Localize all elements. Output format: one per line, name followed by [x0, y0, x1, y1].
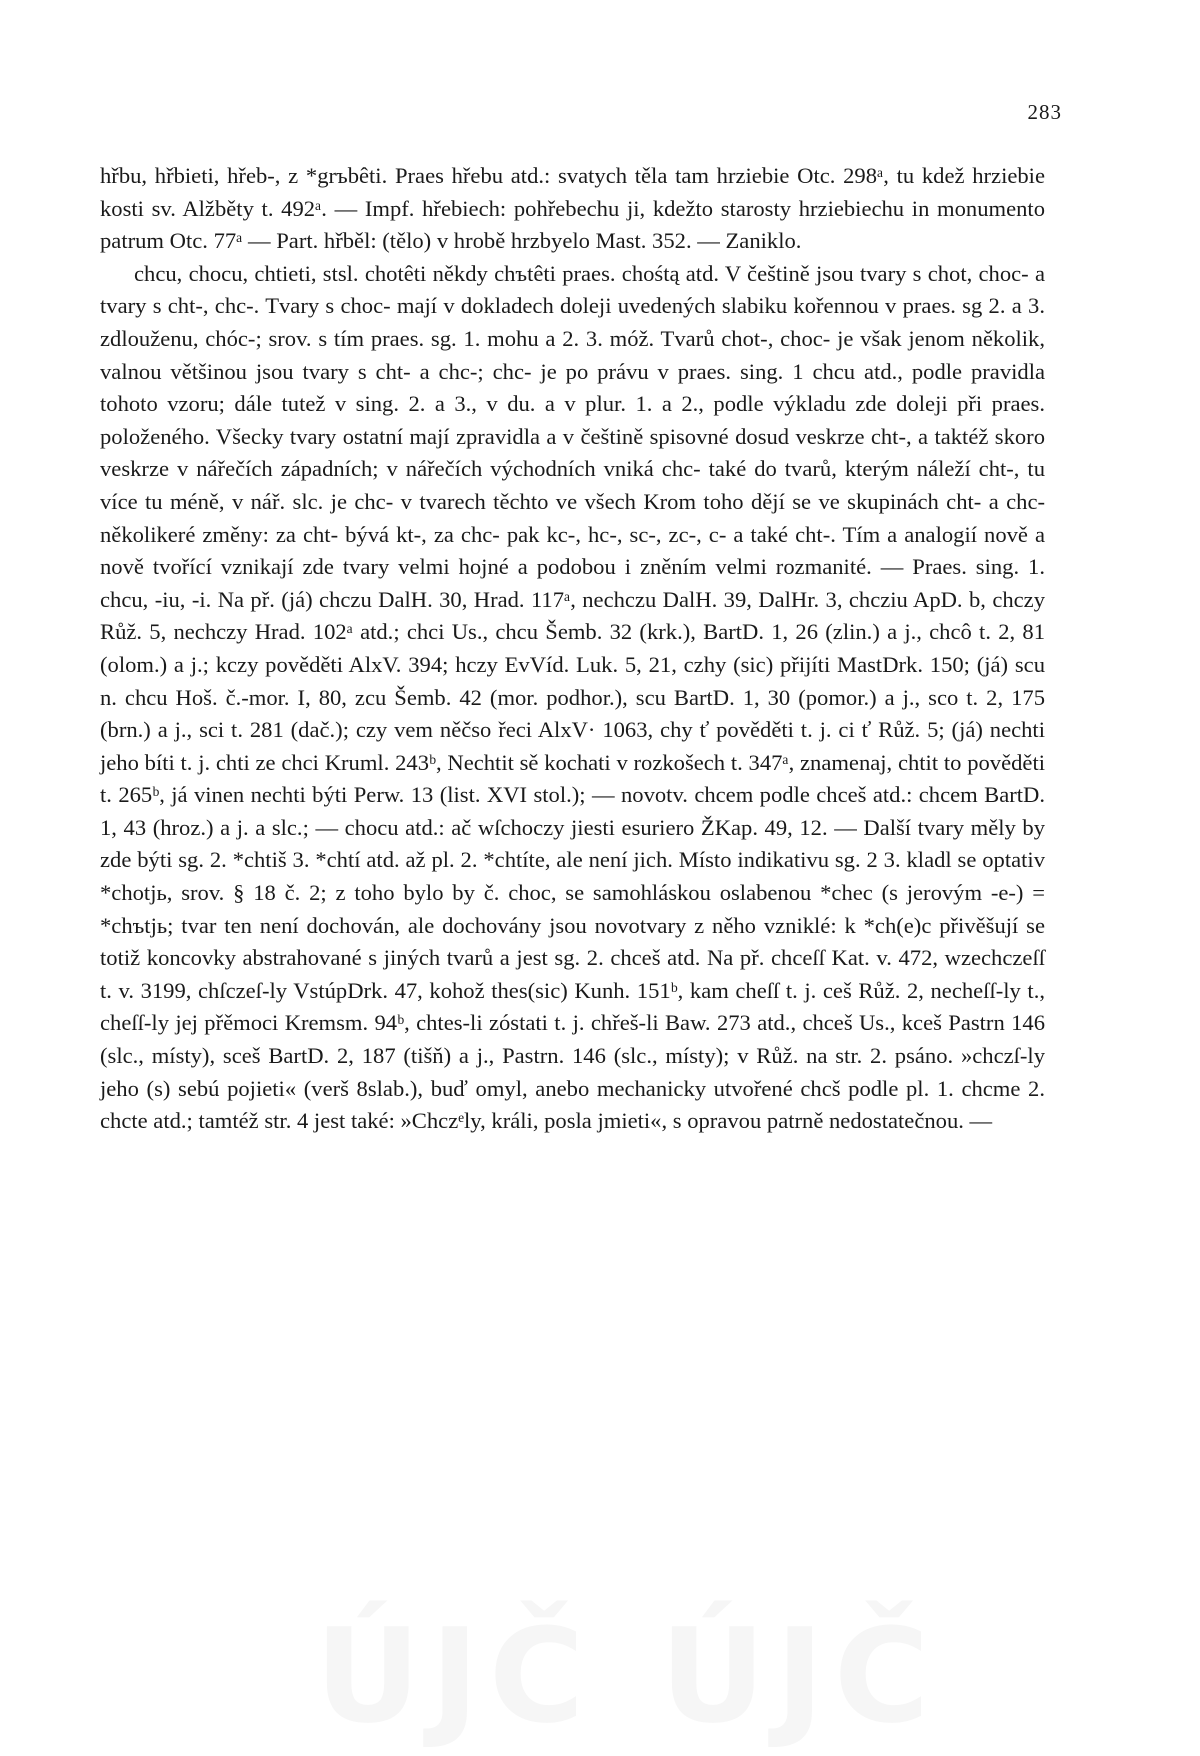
watermark-right: ÚJČ	[660, 1600, 940, 1752]
page-number: 283	[1027, 100, 1062, 124]
paragraph-hrbu: hřbu, hřbieti, hřeb-, z *grъbêti. Praes hřebu atd.: svatych těla tam hrziebie Otc. 298ᵃ, tu kdež hrziebie kosti sv. Alžběty t. 492ᵃ. — Impf. hřebiech: pohřebechu ji, kdežto starosty hrziebiechu in monumento patrum Otc. 77ᵃ — Part. hřběl: (tělo) v hrobě hrzbyelo Mast. 352. — Zaniklo.	[100, 163, 1045, 254]
watermark-left: ÚJČ	[315, 1600, 595, 1752]
paragraph-chcu: chcu, chocu, chtieti, stsl. chotêti někdy chъtêti praes. chośtą atd. V češtině jsou tvary s chot, choc- a tvary s cht-, chc-. Tvary s choc- mají v dokladech doleji uvedených slabiku kořennou v praes. sg 2. a 3. zdlouženu, chóc-; srov. s tím praes. sg. 1. mohu a 2. 3. móž. Tvarů chot-, choc- je však jenom několik, valnou většinou jsou tvary s cht- a chc-; chc- je po právu v praes. sing. 1 chcu atd., podle pravidla tohoto vzoru; dále tutež v sing. 2. a 3., v du. a v plur. 1. a 2., podle výkladu zde doleji při praes. položeného. Všecky tvary ostatní mají zpravidla a v češtině spisovné dosud veskrze cht-, a taktéž skoro veskrze v nářečích západních; v nářečích východních vniká chc- také do tvarů, kterým náleží cht-, tu více tu méně, v nář. slc. je chc- v tvarech těchto ve všech Krom toho dějí se ve skupinách cht- a chc- několikeré změny: za cht- bývá kt-, za chc- pak kc-, hc-, sc-, zc-, c- a také cht-. Tím a analogií nově a nově tvořící vznikají zde tvary velmi hojné a podobou i zněním velmi rozmanité. — Praes. sing. 1. chcu, -iu, -i. Na př. (já) chczu DalH. 30, Hrad. 117ᵃ, nechczu DalH. 39, DalHr. 3, chcziu ApD. b, chczy Růž. 5, nechczy Hrad. 102ᵃ atd.; chci Us., chcu Šemb. 32 (krk.), BartD. 1, 26 (zlin.) a j., chcô t. 2, 81 (olom.) a j.; kczy pověděti AlxV. 394; hczy EvVíd. Luk. 5, 21, czhy (sic) přijíti MastDrk. 150; (já) scu n. chcu Hoš. č.-mor. I, 80, zcu Šemb. 42 (mor. podhor.), scu BartD. 1, 30 (pomor.) a j., sco t. 2, 175 (brn.) a j., sci t. 281 (dač.); czy vem něčso řeci AlxV· 1063, chy ť pověděti t. j. ci ť Růž. 5; (já) nechti jeho bíti t. j. chti ze chci Kruml. 243ᵇ, Nechtit sě kochati v rozkošech t. 347ᵃ, znamenaj, chtit to pověděti t. 265ᵇ, já vinen nechti býti Perw. 13 (list. XVI stol.); — novotv. chcem podle chceš atd.: chcem BartD. 1, 43 (hroz.) a j. a slc.; — chocu atd.: ač wſchoczy jiesti esuriero ŽKap. 49, 12. — Další tvary měly by zde býti sg. 2. *chtiš 3. *chtí atd. až pl. 2. *chtíte, ale není jich. Místo indikativu sg. 2 3. kladl se optativ *chotjь, srov. § 18 č. 2; z toho bylo by č. choc, se samohláskou oslabenou *chec (s jerovým -e-) = *chъtjь; tvar ten není dochován, ale dochovány jsou novotvary z něho vzniklé: k *ch(e)c přivěšují se totiž koncovky abstrahované s jiných tvarů a jest sg. 2. chceš atd. Na př. chceſſ Kat. v. 472, wzechczeſſ t. v. 3199, chſczeſ-ly VstúpDrk. 47, kohož thes(sic) Kunh. 151ᵇ, kam cheſſ t. j. ceš Růž. 2, necheſſ-ly t., cheſſ-ly jej přěmoci Kremsm. 94ᵇ, chtes-li zóstati t. j. chřeš-li Baw. 273 atd., chceš Us., kceš Pastrn 146 (slc., místy), sceš BartD. 2, 187 (tišň) a j., Pastrn. 146 (slc., místy); v Růž. na str. 2. psáno. »chczſ-ly jeho (s) sebú pojieti« (verš 8slab.), buď omyl, anebo mechanicky utvořené chcš podle pl. 1. chcme 2. chcte atd.; tamtéž str. 4 jest také: »Chczᵉly, králi, posla jmieti«, s opravou patrně nedostatečnou. —	[100, 260, 1045, 1134]
text-block	[100, 160, 1045, 1138]
